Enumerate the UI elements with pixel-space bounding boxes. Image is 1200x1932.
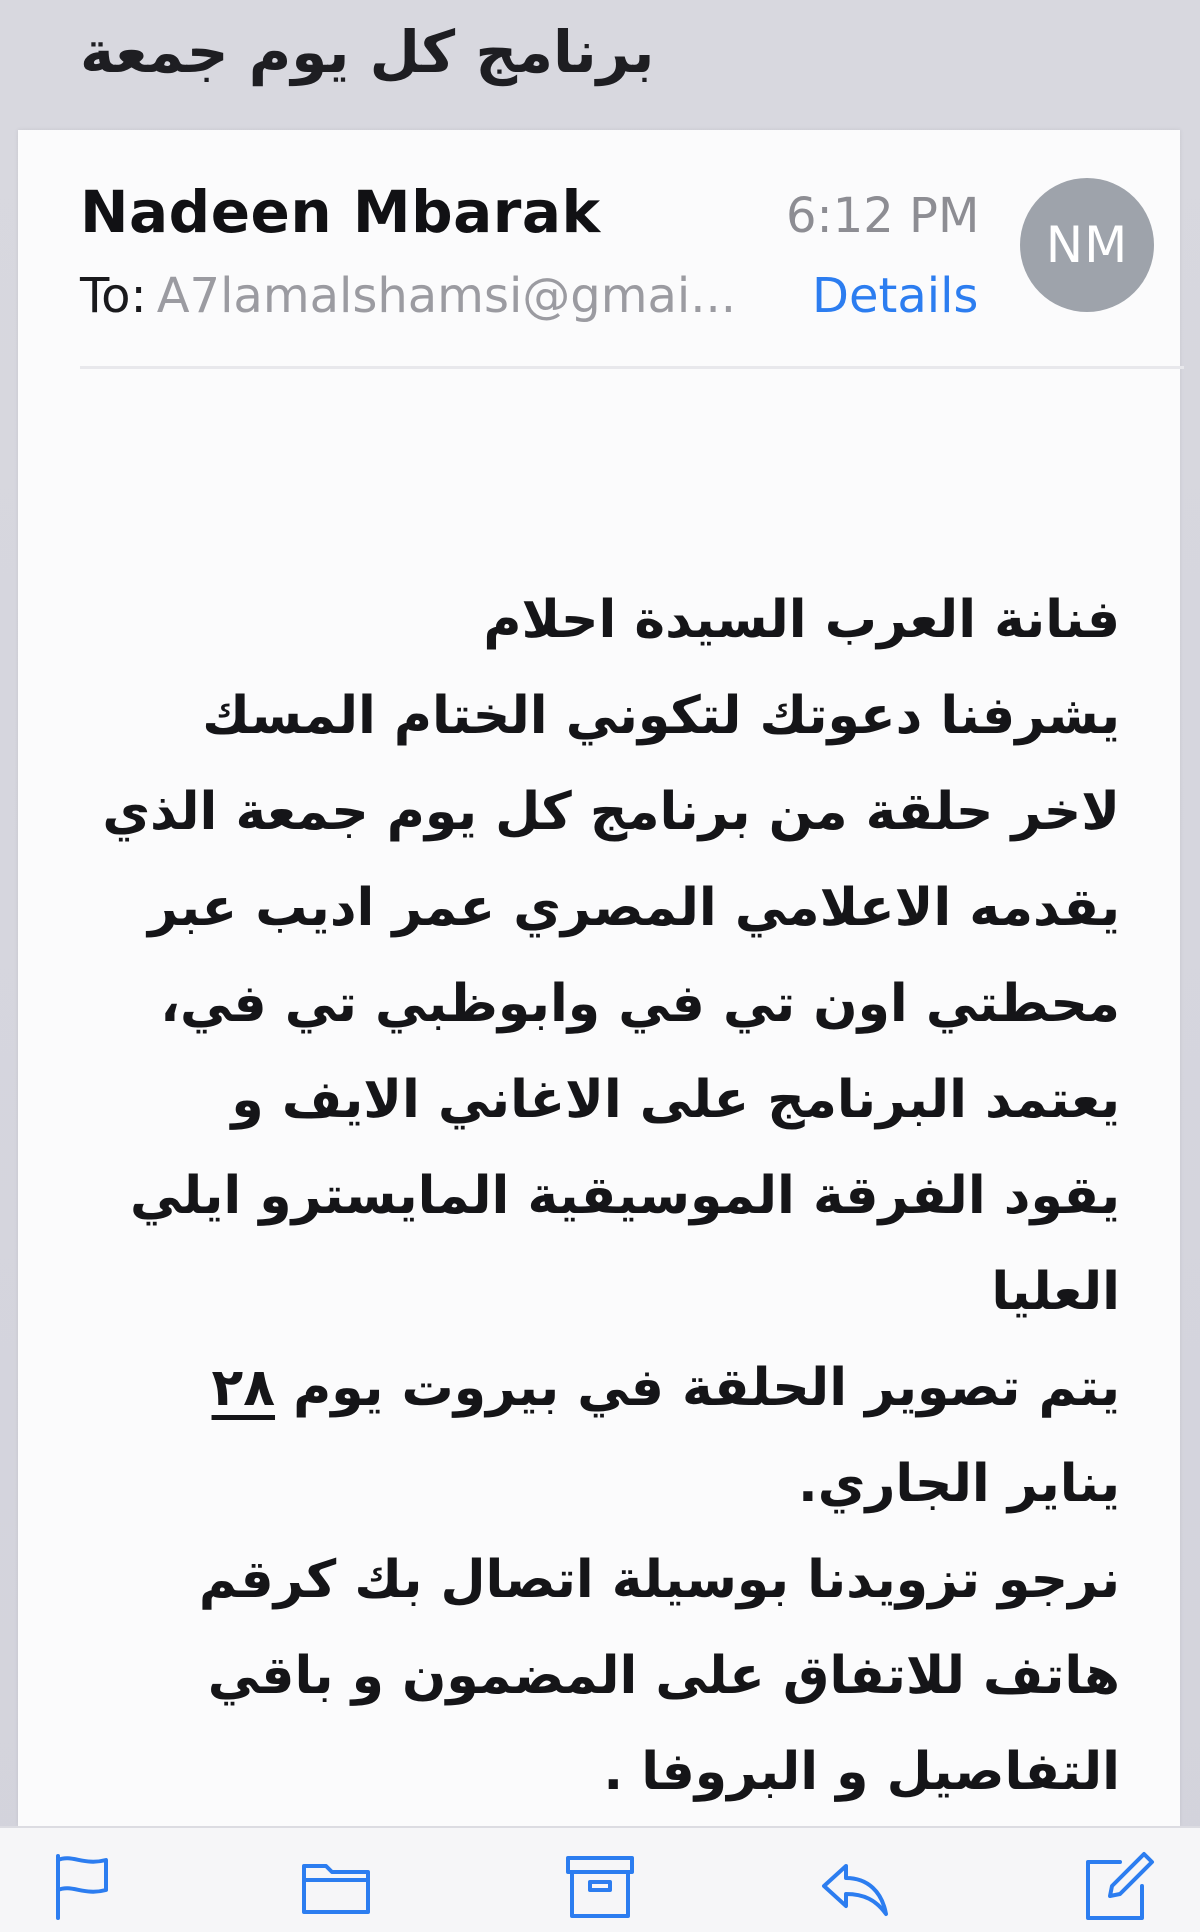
folder-icon[interactable] [298,1848,374,1924]
details-button[interactable]: Details [812,268,979,324]
body-line-text: يتم تصوير الحلقة في بيروت يوم [293,1358,1120,1418]
body-line: يقدمه الاعلامي المصري عمر اديب عبر [148,878,1120,938]
body-line: يعتمد البرنامج على الاغاني الايف و [231,1070,1120,1130]
bottom-toolbar [0,1826,1200,1932]
header-divider [80,366,1184,369]
to-label: To: [80,268,147,324]
message-time: 6:12 PM [786,188,980,244]
compose-icon[interactable] [1080,1848,1156,1924]
body-line: يناير الجاري. [798,1454,1120,1514]
body-line: محطتي اون تي في وابوظبي تي في، [160,974,1120,1034]
body-line: نرجو تزويدنا بوسيلة اتصال بك كرقم [198,1550,1120,1610]
email-subject: برنامج كل يوم جمعة [80,18,655,86]
reply-icon[interactable] [816,1848,892,1924]
flag-icon[interactable] [44,1848,120,1924]
body-line: فنانة العرب السيدة احلام [483,590,1120,650]
body-line: يقود الفرقة الموسيقية المايسترو ايلي [130,1166,1120,1226]
recipient-line [80,268,736,324]
avatar-initials: NM [1045,216,1129,274]
body-line: هاتف للاتفاق على المضمون و باقي [207,1646,1120,1706]
recipient-address[interactable]: A7lamalshamsi@gmai... [156,268,737,324]
body-line: التفاصيل و البروفا . [603,1742,1120,1802]
body-line: يشرفنا دعوتك لتكوني الختام المسك [202,686,1120,746]
sender-name[interactable]: Nadeen Mbarak [80,178,601,246]
archive-icon[interactable] [562,1848,638,1924]
avatar[interactable] [1020,178,1154,312]
body-line: لاخر حلقة من برنامج كل يوم جمعة الذي [102,782,1120,842]
message-body [60,572,1120,1820]
body-line-date [60,1340,1120,1436]
body-line: العليا [991,1262,1120,1322]
date-link[interactable]: ٢٨ [211,1358,276,1418]
